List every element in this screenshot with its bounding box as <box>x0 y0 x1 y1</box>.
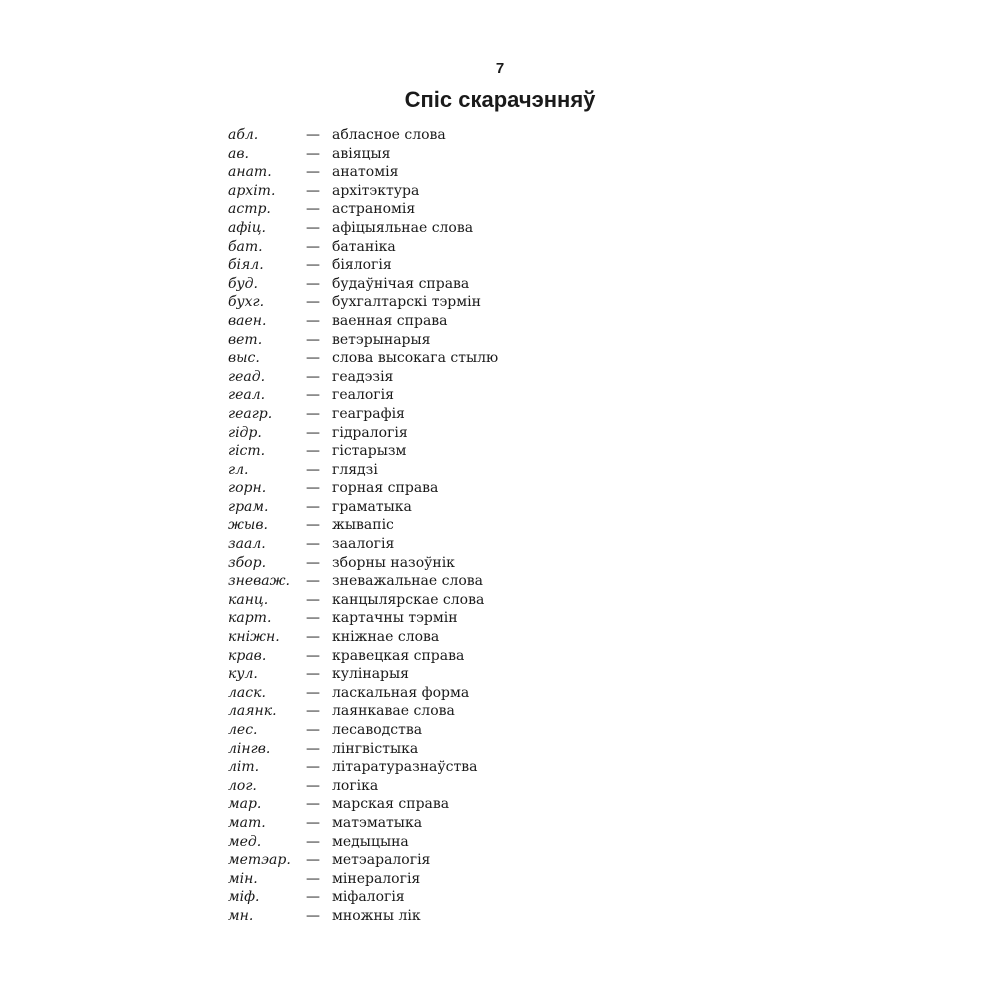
abbreviation-row <box>228 238 648 257</box>
abbreviation-meaning: граматыка <box>332 498 412 515</box>
abbreviation-meaning: кніжнае слова <box>332 629 440 646</box>
abbreviation-row <box>228 740 648 759</box>
abbreviation: мат. <box>228 814 266 831</box>
abbreviation-meaning: лаянкавае слова <box>332 703 455 720</box>
abbreviation: крав. <box>228 647 267 664</box>
abbreviation-meaning: метэаралогія <box>332 852 431 869</box>
em-dash: — <box>306 666 320 683</box>
abbreviation-row <box>228 888 648 907</box>
abbreviation-row <box>228 609 648 628</box>
abbreviation-row <box>228 349 648 368</box>
abbreviation: літ. <box>228 759 260 776</box>
em-dash: — <box>306 294 320 311</box>
em-dash: — <box>306 201 320 218</box>
abbreviation: гл. <box>228 461 249 478</box>
abbreviation-meaning: архітэктура <box>332 182 420 199</box>
em-dash: — <box>306 424 320 441</box>
abbreviation: выс. <box>228 350 260 367</box>
abbreviation-meaning: авіяцыя <box>332 145 391 162</box>
abbreviation: кніжн. <box>228 629 280 646</box>
em-dash: — <box>306 443 320 460</box>
abbreviation-meaning: зборны назоўнік <box>332 554 455 571</box>
em-dash: — <box>306 461 320 478</box>
abbreviation: лінгв. <box>228 740 271 757</box>
em-dash: — <box>306 219 320 236</box>
abbreviation-row <box>228 386 648 405</box>
abbreviation: заал. <box>228 536 266 553</box>
em-dash: — <box>306 833 320 850</box>
abbreviation-row <box>228 182 648 201</box>
abbreviation: кул. <box>228 666 258 683</box>
abbreviation-meaning: зневажальнае слова <box>332 573 484 590</box>
abbreviation-row <box>228 200 648 219</box>
em-dash: — <box>306 480 320 497</box>
em-dash: — <box>306 536 320 553</box>
abbreviation-row <box>228 368 648 387</box>
abbreviation-meaning: біялогія <box>332 257 392 274</box>
abbreviation-meaning: літаратуразнаўства <box>332 759 478 776</box>
abbreviation-meaning: слова высокага стылю <box>332 350 499 367</box>
abbreviation-row <box>228 312 648 331</box>
abbreviation-row <box>228 870 648 889</box>
abbreviation-meaning: глядзі <box>332 461 378 478</box>
abbreviation-row <box>228 479 648 498</box>
abbreviation-row <box>228 777 648 796</box>
abbreviation-meaning: логіка <box>332 777 379 794</box>
abbreviation-meaning: геалогія <box>332 387 394 404</box>
abbreviation-row <box>228 572 648 591</box>
abbreviation: геад. <box>228 368 266 385</box>
abbreviation-meaning: кравецкая справа <box>332 647 465 664</box>
em-dash: — <box>306 722 320 738</box>
abbreviation: лес. <box>228 722 258 738</box>
abbreviation-meaning: ласкальная форма <box>332 684 470 701</box>
abbreviation-row <box>228 442 648 461</box>
abbreviation-row <box>228 554 648 573</box>
abbreviation-row <box>228 758 648 777</box>
abbreviation-row <box>228 516 648 535</box>
abbreviation-row <box>228 535 648 554</box>
em-dash: — <box>306 257 320 274</box>
abbreviation: вет. <box>228 331 263 348</box>
em-dash: — <box>306 498 320 515</box>
abbreviation-row <box>228 461 648 480</box>
abbreviation-row <box>228 647 648 666</box>
abbreviation-row <box>228 665 648 684</box>
abbreviation-row <box>228 405 648 424</box>
em-dash: — <box>306 703 320 720</box>
abbreviation: абл. <box>228 127 259 143</box>
em-dash: — <box>306 777 320 794</box>
abbreviation: мн. <box>228 907 254 924</box>
abbreviation: ласк. <box>228 684 266 701</box>
em-dash: — <box>306 889 320 906</box>
em-dash: — <box>306 164 320 181</box>
em-dash: — <box>306 814 320 831</box>
em-dash: — <box>306 182 320 199</box>
abbreviation-row <box>228 721 648 740</box>
abbreviation: лог. <box>228 777 257 794</box>
abbreviation-meaning: канцылярскае слова <box>332 591 485 608</box>
abbreviation: міф. <box>228 889 260 906</box>
abbreviation-meaning: ваенная справа <box>332 312 448 329</box>
em-dash: — <box>306 852 320 869</box>
abbreviation: ваен. <box>228 312 267 329</box>
abbreviation-list <box>228 126 648 926</box>
abbreviation-meaning: міфалогія <box>332 889 405 906</box>
abbreviation: мар. <box>228 796 262 813</box>
em-dash: — <box>306 629 320 646</box>
abbreviation-meaning: лесаводства <box>332 722 423 738</box>
abbreviation-row <box>228 907 648 926</box>
abbreviation-row <box>228 424 648 443</box>
em-dash: — <box>306 647 320 664</box>
em-dash: — <box>306 127 320 143</box>
abbreviation-row <box>228 163 648 182</box>
abbreviation: геал. <box>228 387 266 404</box>
abbreviation: бухг. <box>228 294 265 311</box>
em-dash: — <box>306 573 320 590</box>
abbreviation-meaning: марская справа <box>332 796 450 813</box>
abbreviation-meaning: множны лік <box>332 907 421 924</box>
abbreviation: карт. <box>228 610 272 627</box>
abbreviation-meaning: ветэрынарыя <box>332 331 431 348</box>
abbreviation-row <box>228 219 648 238</box>
abbreviation-meaning: геаграфія <box>332 405 405 422</box>
em-dash: — <box>306 387 320 404</box>
abbreviation: канц. <box>228 591 269 608</box>
abbreviation-row <box>228 331 648 350</box>
abbreviation: ав. <box>228 145 249 162</box>
abbreviation-meaning: бухгалтарскі тэрмін <box>332 294 481 311</box>
abbreviation-row <box>228 145 648 164</box>
page-number: 7 <box>495 60 505 77</box>
abbreviation: мед. <box>228 833 262 850</box>
em-dash: — <box>306 796 320 813</box>
abbreviation: зневаж. <box>228 573 291 590</box>
abbreviation: горн. <box>228 480 267 497</box>
em-dash: — <box>306 405 320 422</box>
abbreviation-row <box>228 684 648 703</box>
abbreviation-row <box>228 275 648 294</box>
abbreviation-meaning: гідралогія <box>332 424 408 441</box>
abbreviation: буд. <box>228 275 258 292</box>
abbreviation-meaning: батаніка <box>332 238 396 255</box>
abbreviation-row <box>228 498 648 517</box>
abbreviation: грам. <box>228 498 269 515</box>
abbreviation-row <box>228 293 648 312</box>
abbreviation-row <box>228 795 648 814</box>
abbreviation-meaning: абласное слова <box>332 127 446 143</box>
abbreviation-meaning: горная справа <box>332 480 439 497</box>
abbreviation: біял. <box>228 257 264 274</box>
em-dash: — <box>306 554 320 571</box>
abbreviation-row <box>228 591 648 610</box>
em-dash: — <box>306 350 320 367</box>
abbreviation-row <box>228 833 648 852</box>
page-title: Спіс скарачэнняў <box>404 87 596 112</box>
abbreviation-meaning: матэматыка <box>332 814 423 831</box>
em-dash: — <box>306 591 320 608</box>
abbreviation: архіт. <box>228 182 276 199</box>
abbreviation-meaning: лінгвістыка <box>332 740 419 757</box>
em-dash: — <box>306 759 320 776</box>
em-dash: — <box>306 517 320 534</box>
abbreviation: збор. <box>228 554 267 571</box>
em-dash: — <box>306 145 320 162</box>
em-dash: — <box>306 870 320 887</box>
abbreviation: бат. <box>228 238 263 255</box>
abbreviation: лаянк. <box>228 703 277 720</box>
abbreviation-meaning: медыцына <box>332 833 409 850</box>
abbreviation-meaning: жывапіс <box>332 517 394 534</box>
abbreviation: астр. <box>228 201 271 218</box>
abbreviation: афіц. <box>228 219 267 236</box>
em-dash: — <box>306 368 320 385</box>
abbreviation-meaning: гістарызм <box>332 443 407 460</box>
abbreviation: мін. <box>228 870 258 887</box>
abbreviation-meaning: будаўнічая справа <box>332 275 470 292</box>
em-dash: — <box>306 684 320 701</box>
abbreviation: гіст. <box>228 443 266 460</box>
abbreviation: геагр. <box>228 405 273 422</box>
abbreviation-meaning: кулінарыя <box>332 666 409 683</box>
abbreviation-meaning: геадэзія <box>332 368 394 385</box>
abbreviation-meaning: картачны тэрмін <box>332 610 458 627</box>
em-dash: — <box>306 275 320 292</box>
abbreviation-row <box>228 814 648 833</box>
abbreviation-meaning: афіцыяльнае слова <box>332 219 474 236</box>
em-dash: — <box>306 312 320 329</box>
abbreviation: анат. <box>228 164 272 181</box>
em-dash: — <box>306 331 320 348</box>
em-dash: — <box>306 610 320 627</box>
em-dash: — <box>306 238 320 255</box>
abbreviation-meaning: заалогія <box>332 536 395 553</box>
em-dash: — <box>306 907 320 924</box>
abbreviation-meaning: астраномія <box>332 201 416 218</box>
abbreviation-row <box>228 126 648 145</box>
abbreviation-row <box>228 702 648 721</box>
abbreviation-row <box>228 628 648 647</box>
abbreviation: гідр. <box>228 424 262 441</box>
abbreviation: жыв. <box>228 517 268 534</box>
abbreviation-meaning: мінералогія <box>332 870 421 887</box>
abbreviation-row <box>228 851 648 870</box>
abbreviation-row <box>228 256 648 275</box>
abbreviation: метэар. <box>228 852 291 869</box>
em-dash: — <box>306 740 320 757</box>
abbreviation-meaning: анатомія <box>332 164 399 181</box>
